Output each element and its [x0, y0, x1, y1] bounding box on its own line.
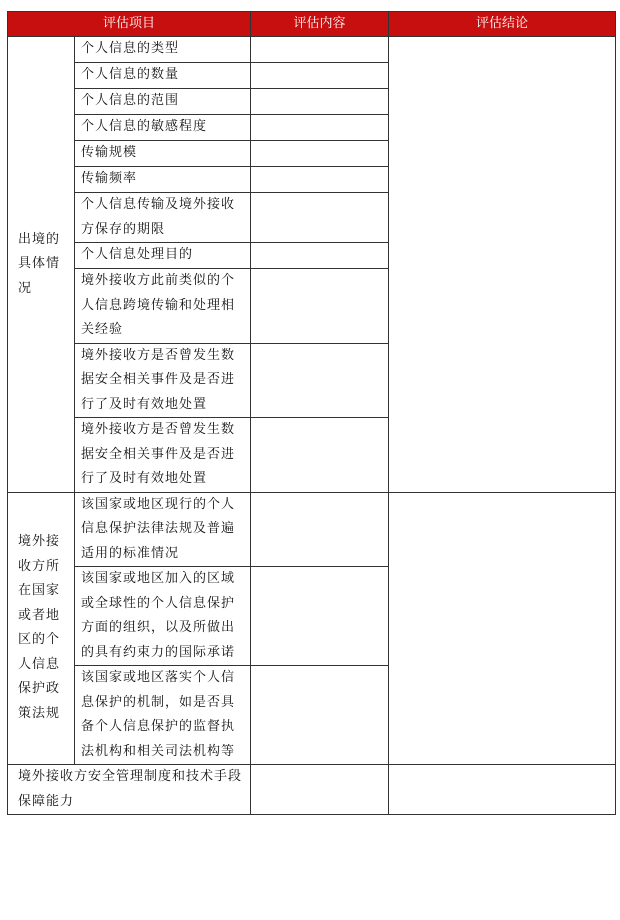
- content-cell[interactable]: [251, 567, 389, 666]
- header-assessment-item: 评估项目: [8, 12, 251, 37]
- table-row: [8, 765, 616, 815]
- header-assessment-content: 评估内容: [251, 12, 389, 37]
- footer-item-cell: 境外接收方安全管理制度和技术手段保障能力: [8, 765, 251, 815]
- content-cell[interactable]: [251, 63, 389, 89]
- item-cell: 个人信息传输及境外接收方保存的期限: [75, 193, 251, 243]
- item-cell: 个人信息的敏感程度: [75, 115, 251, 141]
- item-cell: 境外接收方是否曾发生数据安全相关事件及是否进行了及时有效地处置: [75, 343, 251, 418]
- conclusion-cell[interactable]: [389, 765, 616, 815]
- content-cell[interactable]: [251, 193, 389, 243]
- item-cell: 该国家或地区落实个人信息保护的机制，如是否具备个人信息保护的监督执法机构和相关司法机构等: [75, 666, 251, 765]
- content-cell[interactable]: [251, 666, 389, 765]
- conclusion-cell[interactable]: [389, 492, 616, 765]
- content-cell[interactable]: [251, 243, 389, 269]
- content-cell[interactable]: [251, 343, 389, 418]
- category-cell: 出境的具体情况: [8, 37, 75, 493]
- item-cell: 该国家或地区加入的区域或全球性的个人信息保护方面的组织，以及所做出的具有约束力的国际承诺: [75, 567, 251, 666]
- item-cell: 境外接收方此前类似的个人信息跨境传输和处理相关经验: [75, 269, 251, 344]
- content-cell[interactable]: [251, 115, 389, 141]
- item-cell: 该国家或地区现行的个人信息保护法律法规及普遍适用的标准情况: [75, 492, 251, 567]
- item-cell: 传输规模: [75, 141, 251, 167]
- content-cell[interactable]: [251, 37, 389, 63]
- content-cell[interactable]: [251, 269, 389, 344]
- item-cell: 个人信息的类型: [75, 37, 251, 63]
- content-cell[interactable]: [251, 765, 389, 815]
- table-row: [8, 37, 616, 63]
- content-cell[interactable]: [251, 141, 389, 167]
- content-cell[interactable]: [251, 167, 389, 193]
- header-assessment-conclusion: 评估结论: [389, 12, 616, 37]
- category-cell: 境外接收方所在国家或者地区的个人信息保护政策法规: [8, 492, 75, 765]
- content-cell[interactable]: [251, 418, 389, 493]
- table-row: [8, 492, 616, 567]
- header-row: [8, 12, 616, 37]
- content-cell[interactable]: [251, 89, 389, 115]
- conclusion-cell[interactable]: [389, 37, 616, 493]
- item-cell: 境外接收方是否曾发生数据安全相关事件及是否进行了及时有效地处置: [75, 418, 251, 493]
- assessment-table: [7, 11, 616, 815]
- item-cell: 个人信息的数量: [75, 63, 251, 89]
- item-cell: 个人信息的范围: [75, 89, 251, 115]
- item-cell: 传输频率: [75, 167, 251, 193]
- content-cell[interactable]: [251, 492, 389, 567]
- item-cell: 个人信息处理目的: [75, 243, 251, 269]
